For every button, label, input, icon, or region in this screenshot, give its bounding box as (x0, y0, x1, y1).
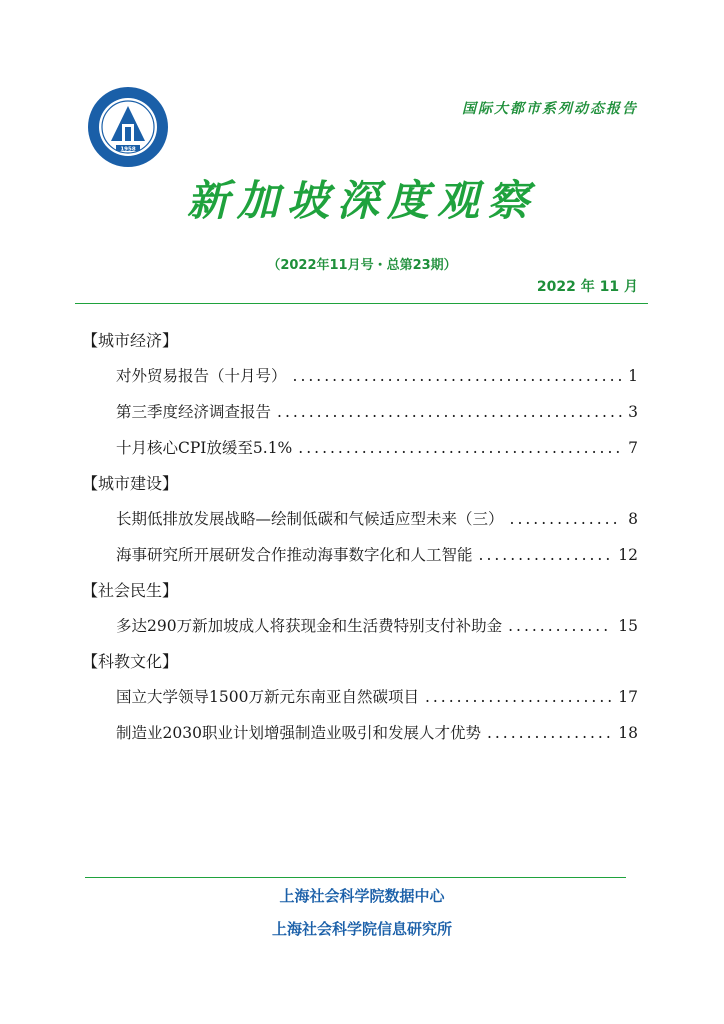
logo-year: 1958 (120, 146, 136, 153)
toc-entry-title: 长期低排放发展战略—绘制低碳和气候适应型未来（三） (116, 510, 504, 528)
toc-entry[interactable] (82, 611, 642, 647)
toc-entry-page: 17 (618, 688, 638, 706)
table-of-contents (82, 326, 642, 754)
toc-entry-page: 3 (628, 403, 638, 421)
toc-leader-dots (425, 682, 612, 712)
toc-entry-title: 国立大学领导1500万新元东南亚自然碳项目 (116, 688, 419, 706)
page-title: 新加坡深度观察 (186, 176, 537, 225)
toc-entry-title: 第三季度经济调查报告 (116, 403, 272, 421)
toc-leader-dots (277, 397, 622, 427)
toc-entry-title: 海事研究所开展研发合作推动海事数字化和人工智能 (116, 546, 473, 564)
toc-leader-dots (479, 540, 613, 570)
series-name: 国际大都市系列动态报告 (462, 101, 638, 117)
toc-entry-title: 制造业2030职业计划增强制造业吸引和发展人才优势 (116, 724, 481, 742)
footer-publisher-data-center: 上海社会科学院数据中心 (279, 887, 445, 905)
academy-logo (87, 86, 169, 168)
issue-number: （2022年11月号・总第23期） (267, 258, 457, 273)
toc-leader-dots (487, 718, 612, 748)
toc-section-education-culture: 【科教文化】 (82, 652, 179, 671)
toc-entry-title: 多达290万新加坡成人将获现金和生活费特别支付补助金 (116, 617, 503, 635)
toc-entry[interactable] (82, 433, 642, 469)
toc-entry-page: 18 (618, 724, 638, 742)
header-divider (75, 303, 648, 304)
toc-entry[interactable] (82, 397, 642, 433)
toc-entry-title: 对外贸易报告（十月号） (116, 367, 287, 385)
toc-leader-dots (298, 433, 622, 463)
issue-date: 2022 年 11 月 (536, 279, 638, 295)
footer-publisher-institute: 上海社会科学院信息研究所 (271, 920, 452, 938)
toc-section-livelihood: 【社会民生】 (82, 581, 179, 600)
toc-entry[interactable] (82, 682, 642, 718)
toc-entry-page: 1 (628, 367, 638, 385)
toc-entry-title: 十月核心CPI放缓至5.1% (116, 439, 293, 457)
toc-entry-page: 15 (618, 617, 638, 635)
toc-leader-dots (293, 361, 623, 391)
toc-entry[interactable] (82, 718, 642, 754)
toc-section-economy: 【城市经济】 (82, 331, 179, 350)
toc-entry-page: 7 (628, 439, 638, 457)
toc-entry-page: 8 (628, 510, 638, 528)
footer-divider (85, 877, 626, 878)
toc-section-construction: 【城市建设】 (82, 474, 179, 493)
toc-entry[interactable] (82, 361, 642, 397)
toc-entry[interactable] (82, 540, 642, 576)
toc-entry-page: 12 (618, 546, 638, 564)
toc-leader-dots (510, 504, 623, 534)
toc-leader-dots (508, 611, 612, 641)
toc-entry[interactable] (82, 504, 642, 540)
